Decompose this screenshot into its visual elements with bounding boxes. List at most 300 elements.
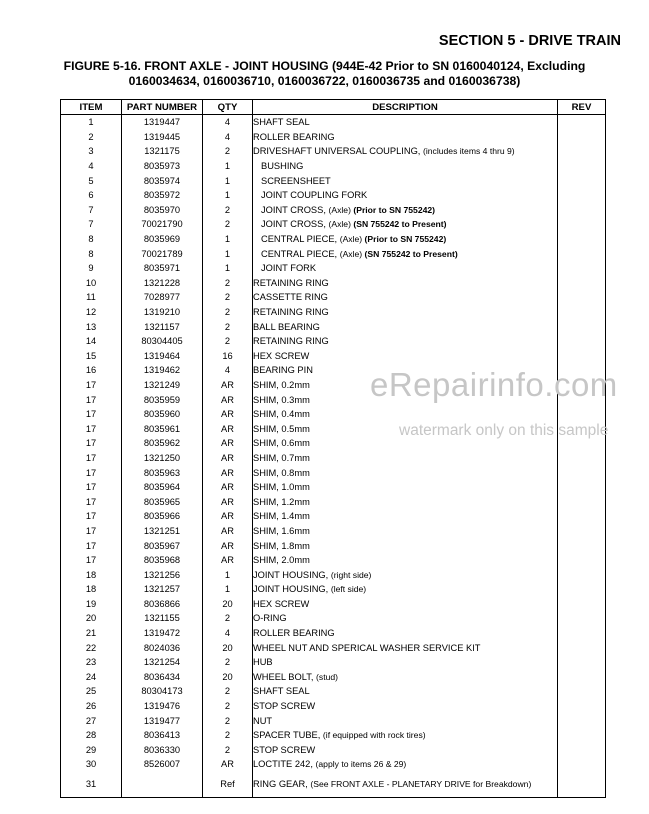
qty-cell: 1	[203, 246, 253, 261]
part-number-cell: 8036413	[122, 728, 203, 743]
description-cell	[253, 232, 558, 247]
rev-cell	[558, 611, 606, 626]
description-text: SHIM, 0.8mm	[253, 467, 310, 478]
item-cell: 9	[61, 261, 122, 276]
table-row	[61, 305, 606, 320]
part-number-cell: 8035969	[122, 232, 203, 247]
rev-cell	[558, 684, 606, 699]
qty-cell: AR	[203, 553, 253, 568]
table-row	[61, 115, 606, 130]
header-description: DESCRIPTION	[253, 100, 558, 115]
description-text: BUSHING	[261, 161, 304, 172]
item-cell: 25	[61, 684, 122, 699]
description-cell	[253, 261, 558, 276]
part-number-cell: 1321175	[122, 144, 203, 159]
description-cell	[253, 538, 558, 553]
description-cell	[253, 684, 558, 699]
qty-cell: 20	[203, 640, 253, 655]
rev-cell	[558, 290, 606, 305]
description-text: BALL BEARING	[253, 321, 320, 332]
description-cell	[253, 217, 558, 232]
part-number-cell: 70021789	[122, 246, 203, 261]
table-row	[61, 684, 606, 699]
item-cell: 2	[61, 130, 122, 145]
description-text: SHIM, 1.8mm	[253, 540, 310, 551]
item-cell: 18	[61, 582, 122, 597]
rev-cell	[558, 159, 606, 174]
description-cell	[253, 290, 558, 305]
description-cell	[253, 130, 558, 145]
part-number-cell: 8036434	[122, 670, 203, 685]
description-text: SHIM, 2.0mm	[253, 555, 310, 566]
qty-cell: AR	[203, 421, 253, 436]
part-number-cell: 8035971	[122, 261, 203, 276]
rev-cell	[558, 188, 606, 203]
part-number-cell: 1319447	[122, 115, 203, 130]
description-cell	[253, 334, 558, 349]
description-cell	[253, 567, 558, 582]
rev-cell	[558, 757, 606, 772]
description-text: WHEEL NUT AND SPERICAL WASHER SERVICE KIT	[253, 642, 481, 653]
item-cell: 5	[61, 173, 122, 188]
table-row	[61, 640, 606, 655]
part-number-cell: 1319464	[122, 349, 203, 364]
serial-range: (SN 755242 to Present)	[364, 248, 458, 259]
description-cell	[253, 173, 558, 188]
qty-cell: 1	[203, 173, 253, 188]
part-number-cell: 1321257	[122, 582, 203, 597]
qty-cell: 1	[203, 188, 253, 203]
item-cell: 17	[61, 480, 122, 495]
description-cell	[253, 553, 558, 568]
table-row	[61, 290, 606, 305]
qty-cell: 1	[203, 567, 253, 582]
table-row	[61, 597, 606, 612]
rev-cell	[558, 407, 606, 422]
item-cell: 27	[61, 713, 122, 728]
table-row	[61, 728, 606, 743]
description-text: SHIM, 0.3mm	[253, 394, 310, 405]
table-row	[61, 567, 606, 582]
qty-cell: AR	[203, 480, 253, 495]
qty-cell: 4	[203, 626, 253, 641]
item-cell: 17	[61, 451, 122, 466]
description-text: STOP SCREW	[253, 744, 316, 755]
qty-cell: AR	[203, 451, 253, 466]
item-cell: 17	[61, 436, 122, 451]
rev-cell	[558, 319, 606, 334]
qty-cell: 20	[203, 597, 253, 612]
description-cell	[253, 451, 558, 466]
table-row	[61, 611, 606, 626]
rev-cell	[558, 115, 606, 130]
item-cell: 16	[61, 363, 122, 378]
description-cell	[253, 582, 558, 597]
part-number-cell: 8035968	[122, 553, 203, 568]
description-cell	[253, 319, 558, 334]
description-cell	[253, 494, 558, 509]
item-cell: 4	[61, 159, 122, 174]
serial-range: (SN 755242 to Present)	[353, 219, 447, 230]
description-text: SHIM, 1.6mm	[253, 525, 310, 536]
qty-cell: AR	[203, 509, 253, 524]
rev-cell	[558, 480, 606, 495]
part-number-cell: 1321228	[122, 276, 203, 291]
item-cell: 7	[61, 203, 122, 218]
rev-cell	[558, 699, 606, 714]
description-text: SHIM, 0.7mm	[253, 452, 310, 463]
part-number-cell: 70021790	[122, 217, 203, 232]
part-number-cell: 80304173	[122, 684, 203, 699]
item-cell: 30	[61, 757, 122, 772]
table-row	[61, 217, 606, 232]
description-cell	[253, 728, 558, 743]
rev-cell	[558, 246, 606, 261]
rev-cell	[558, 670, 606, 685]
description-text: WHEEL BOLT,	[253, 671, 317, 682]
part-number-cell: 1319445	[122, 130, 203, 145]
rev-cell	[558, 743, 606, 758]
header-item: ITEM	[61, 100, 122, 115]
part-number-cell: 8035973	[122, 159, 203, 174]
table-row	[61, 349, 606, 364]
description-text: JOINT HOUSING,	[253, 569, 331, 580]
header-qty: QTY	[203, 100, 253, 115]
rev-cell	[558, 173, 606, 188]
description-note: (Axle)	[339, 248, 365, 259]
rev-cell	[558, 728, 606, 743]
rev-cell	[558, 305, 606, 320]
figure-title	[40, 59, 609, 89]
part-number-cell: 1321250	[122, 451, 203, 466]
part-number-cell: 1321256	[122, 567, 203, 582]
item-cell: 14	[61, 334, 122, 349]
description-cell	[253, 203, 558, 218]
part-number-cell: 1321251	[122, 524, 203, 539]
qty-cell: 4	[203, 115, 253, 130]
description-note: (left side)	[330, 584, 367, 595]
part-number-cell: 8024036	[122, 640, 203, 655]
table-row	[61, 670, 606, 685]
description-cell	[253, 159, 558, 174]
item-cell: 17	[61, 553, 122, 568]
description-note: (right side)	[330, 569, 372, 580]
rev-cell	[558, 626, 606, 641]
description-text: O-RING	[253, 613, 287, 624]
description-cell	[253, 144, 558, 159]
description-text: STOP SCREW	[253, 701, 316, 712]
part-number-cell: 8035966	[122, 509, 203, 524]
rev-cell	[558, 349, 606, 364]
table-row	[61, 334, 606, 349]
description-text: SPACER TUBE,	[253, 730, 323, 741]
description-text: HEX SCREW	[253, 350, 310, 361]
qty-cell: 20	[203, 670, 253, 685]
qty-cell: AR	[203, 378, 253, 393]
description-text: HEX SCREW	[253, 598, 310, 609]
item-cell: 17	[61, 392, 122, 407]
description-cell	[253, 713, 558, 728]
qty-cell: 2	[203, 319, 253, 334]
description-text: JOINT CROSS,	[261, 219, 329, 230]
table-row	[61, 203, 606, 218]
description-cell	[253, 349, 558, 364]
qty-cell: 2	[203, 305, 253, 320]
table-row	[61, 319, 606, 334]
item-cell: 17	[61, 407, 122, 422]
part-number-cell: 1319462	[122, 363, 203, 378]
table-row	[61, 713, 606, 728]
part-number-cell: 8035970	[122, 203, 203, 218]
rev-cell	[558, 509, 606, 524]
description-cell	[253, 699, 558, 714]
description-text: JOINT HOUSING,	[253, 584, 331, 595]
description-cell	[253, 757, 558, 772]
description-text: SHIM, 1.4mm	[253, 511, 310, 522]
table-row	[61, 772, 606, 798]
description-text: SHIM, 1.2mm	[253, 496, 310, 507]
item-cell: 17	[61, 465, 122, 480]
table-row	[61, 232, 606, 247]
part-number-cell: 7028977	[122, 290, 203, 305]
part-number-cell: 1321157	[122, 319, 203, 334]
description-note: (includes items 4 thru 9)	[422, 146, 515, 157]
table-row	[61, 524, 606, 539]
table-row	[61, 494, 606, 509]
part-number-cell: 8035974	[122, 173, 203, 188]
qty-cell: 2	[203, 713, 253, 728]
description-cell	[253, 115, 558, 130]
table-row	[61, 626, 606, 641]
item-cell: 21	[61, 626, 122, 641]
qty-cell: 4	[203, 363, 253, 378]
part-number-cell: 8035963	[122, 465, 203, 480]
table-row	[61, 276, 606, 291]
section-title: SECTION 5 - DRIVE TRAIN	[438, 33, 621, 49]
qty-cell: 1	[203, 261, 253, 276]
qty-cell: AR	[203, 494, 253, 509]
parts-table	[60, 99, 609, 798]
qty-cell: AR	[203, 538, 253, 553]
description-note: (See FRONT AXLE - PLANETARY DRIVE for Breakdown)	[310, 779, 532, 790]
part-number-cell: 1319472	[122, 626, 203, 641]
qty-cell: 2	[203, 743, 253, 758]
qty-cell: AR	[203, 757, 253, 772]
qty-cell: 1	[203, 232, 253, 247]
description-text: CENTRAL PIECE,	[261, 234, 340, 245]
table-row	[61, 553, 606, 568]
description-text: SHIM, 0.5mm	[253, 423, 310, 434]
rev-cell	[558, 494, 606, 509]
qty-cell: Ref	[203, 772, 253, 798]
description-text: SHIM, 0.2mm	[253, 379, 310, 390]
description-cell	[253, 188, 558, 203]
item-cell: 17	[61, 494, 122, 509]
item-cell: 17	[61, 509, 122, 524]
item-cell: 28	[61, 728, 122, 743]
description-text: RING GEAR,	[253, 779, 311, 790]
rev-cell	[558, 232, 606, 247]
qty-cell: AR	[203, 392, 253, 407]
part-number-cell: 8036330	[122, 743, 203, 758]
qty-cell: 2	[203, 276, 253, 291]
qty-cell: 1	[203, 159, 253, 174]
part-number-cell: 1321249	[122, 378, 203, 393]
item-cell: 15	[61, 349, 122, 364]
qty-cell: AR	[203, 524, 253, 539]
table-row	[61, 144, 606, 159]
rev-cell	[558, 597, 606, 612]
part-number-cell: 8526007	[122, 757, 203, 772]
description-cell	[253, 276, 558, 291]
description-cell	[253, 524, 558, 539]
description-text: CENTRAL PIECE,	[261, 248, 340, 259]
description-cell	[253, 509, 558, 524]
part-number-cell: 1321254	[122, 655, 203, 670]
qty-cell: 2	[203, 290, 253, 305]
description-note: (if equipped with rock tires)	[322, 730, 426, 741]
part-number-cell: 8036866	[122, 597, 203, 612]
description-cell	[253, 246, 558, 261]
parts-table-body	[61, 115, 609, 798]
description-text: LOCTITE 242,	[253, 759, 316, 770]
table-row	[61, 699, 606, 714]
qty-cell: 2	[203, 611, 253, 626]
qty-cell: 2	[203, 203, 253, 218]
description-note: (Axle)	[328, 204, 354, 215]
description-note: (Axle)	[339, 234, 365, 245]
qty-cell: 2	[203, 217, 253, 232]
qty-cell: 2	[203, 728, 253, 743]
item-cell: 20	[61, 611, 122, 626]
item-cell: 6	[61, 188, 122, 203]
item-cell: 3	[61, 144, 122, 159]
description-text: ROLLER BEARING	[253, 628, 335, 639]
part-number-cell: 8035959	[122, 392, 203, 407]
item-cell: 22	[61, 640, 122, 655]
rev-cell	[558, 772, 606, 798]
item-cell: 12	[61, 305, 122, 320]
table-row	[61, 188, 606, 203]
part-number-cell: 8035961	[122, 421, 203, 436]
item-cell: 17	[61, 378, 122, 393]
rev-cell	[558, 451, 606, 466]
description-text: RETAINING RING	[253, 277, 329, 288]
description-text: SHIM, 0.6mm	[253, 438, 310, 449]
rev-cell	[558, 582, 606, 597]
item-cell: 23	[61, 655, 122, 670]
item-cell: 1	[61, 115, 122, 130]
table-row	[61, 743, 606, 758]
rev-cell	[558, 655, 606, 670]
rev-cell	[558, 261, 606, 276]
description-text: NUT	[253, 715, 273, 726]
qty-cell: AR	[203, 436, 253, 451]
description-cell	[253, 655, 558, 670]
part-number-cell: 8035962	[122, 436, 203, 451]
table-row	[61, 757, 606, 772]
item-cell: 17	[61, 524, 122, 539]
table-row	[61, 173, 606, 188]
table-row	[61, 407, 606, 422]
description-text: HUB	[253, 657, 273, 668]
description-text: SCREENSHEET	[261, 175, 331, 186]
qty-cell: 2	[203, 684, 253, 699]
description-cell	[253, 772, 558, 798]
description-cell	[253, 407, 558, 422]
rev-cell	[558, 465, 606, 480]
description-text: SHAFT SEAL	[253, 686, 310, 697]
table-row	[61, 159, 606, 174]
part-number-cell	[122, 772, 203, 798]
part-number-cell: 1319477	[122, 713, 203, 728]
item-cell: 7	[61, 217, 122, 232]
description-cell	[253, 626, 558, 641]
rev-cell	[558, 144, 606, 159]
description-text: CASSETTE RING	[253, 292, 328, 303]
rev-cell	[558, 640, 606, 655]
qty-cell: 2	[203, 655, 253, 670]
header-rev: REV	[558, 100, 606, 115]
item-cell: 31	[61, 772, 122, 798]
table-row	[61, 261, 606, 276]
qty-cell: 16	[203, 349, 253, 364]
description-cell	[253, 480, 558, 495]
item-cell: 29	[61, 743, 122, 758]
figure-title-line-2: 0160034634, 0160036710, 0160036722, 0160036735 and 0160036738)	[128, 74, 521, 88]
description-text: JOINT FORK	[261, 263, 317, 274]
description-text: JOINT CROSS,	[261, 204, 329, 215]
description-note: (stud)	[316, 671, 338, 682]
item-cell: 18	[61, 567, 122, 582]
table-header-row	[61, 100, 606, 115]
serial-range: (Prior to SN 755242)	[364, 234, 447, 245]
qty-cell: AR	[203, 407, 253, 422]
qty-cell: 2	[203, 144, 253, 159]
rev-cell	[558, 203, 606, 218]
rev-cell	[558, 524, 606, 539]
description-text: SHIM, 1.0mm	[253, 482, 310, 493]
description-note: (Axle)	[328, 219, 354, 230]
part-number-cell: 80304405	[122, 334, 203, 349]
serial-range: (Prior to SN 755242)	[353, 204, 436, 215]
description-text: RETAINING RING	[253, 307, 329, 318]
description-cell	[253, 305, 558, 320]
item-cell: 13	[61, 319, 122, 334]
rev-cell	[558, 713, 606, 728]
rev-cell	[558, 276, 606, 291]
table-row	[61, 538, 606, 553]
table-row	[61, 130, 606, 145]
part-number-cell: 8035972	[122, 188, 203, 203]
part-number-cell: 8035960	[122, 407, 203, 422]
item-cell: 8	[61, 232, 122, 247]
description-text: SHAFT SEAL	[253, 117, 310, 128]
description-cell	[253, 743, 558, 758]
item-cell: 11	[61, 290, 122, 305]
description-cell	[253, 670, 558, 685]
rev-cell	[558, 553, 606, 568]
item-cell: 19	[61, 597, 122, 612]
qty-cell: 2	[203, 334, 253, 349]
table-row	[61, 480, 606, 495]
rev-cell	[558, 217, 606, 232]
qty-cell: 1	[203, 582, 253, 597]
header-part-number: PART NUMBER	[122, 100, 203, 115]
description-cell	[253, 640, 558, 655]
description-text: DRIVESHAFT UNIVERSAL COUPLING,	[253, 146, 423, 157]
description-cell	[253, 597, 558, 612]
